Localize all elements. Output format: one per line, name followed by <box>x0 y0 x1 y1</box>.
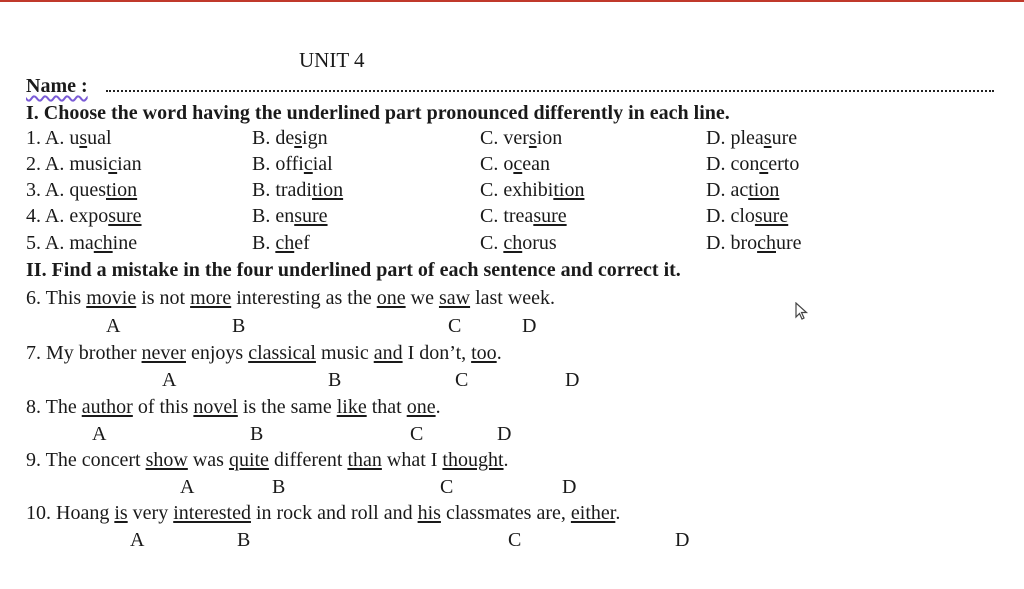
sentence-10-label-a: A <box>130 529 145 551</box>
option-4-d <box>706 205 788 228</box>
sentence-6 <box>26 287 555 310</box>
sentence-9-label-a: A <box>180 476 195 498</box>
sentence-text: that <box>366 396 407 418</box>
sentence-6-label-d: D <box>522 315 537 337</box>
underlined-part: classical <box>248 342 316 364</box>
underlined-part: ch <box>503 232 523 254</box>
underlined-part: tion <box>553 179 585 201</box>
sentence-10-label-c: C <box>508 529 522 551</box>
option-text: C. ver <box>480 127 529 149</box>
underlined-part: more <box>190 287 232 309</box>
option-text: D. ac <box>706 179 749 201</box>
option-text: B. de <box>252 127 295 149</box>
sentence-10-label-b: B <box>237 529 251 551</box>
sentence-text: of this <box>132 396 194 418</box>
underlined-part: sure <box>294 205 328 227</box>
sentence-7-label-b: B <box>328 369 342 391</box>
unit-title: UNIT 4 <box>299 48 365 72</box>
sentence-text: music <box>315 342 374 364</box>
underlined-part: sure <box>533 205 567 227</box>
sentence-text: . <box>503 449 509 471</box>
section1-heading: I. Choose the word having the underlined part pronounced differently in each line. <box>26 102 730 124</box>
option-text: C. trea <box>480 205 534 227</box>
sentence-text: classmates are, <box>440 502 571 524</box>
option-text: C. o <box>480 153 514 175</box>
sentence-text: 10. Hoang <box>26 502 115 524</box>
option-3-b <box>252 179 343 202</box>
sentence-9-label-d: D <box>562 476 577 498</box>
underlined-part: interested <box>173 502 251 524</box>
sentence-text: last week. <box>470 287 556 309</box>
underlined-part: novel <box>193 396 238 418</box>
option-text: 2. A. musi <box>26 153 109 175</box>
underlined-part: his <box>417 502 441 524</box>
option-text: ine <box>112 232 138 254</box>
underlined-part: one <box>376 287 406 309</box>
option-text: D. clo <box>706 205 755 227</box>
sentence-6-label-a: A <box>106 315 121 337</box>
sentence-6-label-b: B <box>232 315 246 337</box>
underlined-part: s <box>79 127 88 149</box>
option-2-c <box>480 153 550 176</box>
option-text: ean <box>522 153 550 175</box>
underlined-part: thought <box>442 449 504 471</box>
sentence-text: 7. My brother <box>26 342 142 364</box>
option-text: ef <box>294 232 310 254</box>
sentence-9-label-c: C <box>440 476 454 498</box>
option-text: B. en <box>252 205 295 227</box>
option-2-a <box>26 153 142 176</box>
sentence-8 <box>26 396 441 419</box>
underlined-part: and <box>373 342 403 364</box>
underlined-part: show <box>145 449 188 471</box>
option-text: erto <box>768 153 800 175</box>
option-1-d <box>706 127 797 150</box>
underlined-part: is <box>114 502 128 524</box>
underlined-part: sure <box>754 205 789 227</box>
mouse-cursor-icon <box>795 302 809 320</box>
underlined-part: s <box>294 127 303 149</box>
sentence-text: 8. The <box>26 396 82 418</box>
option-5-c <box>480 232 557 255</box>
option-2-b <box>252 153 333 176</box>
sentence-8-label-b: B <box>250 423 264 445</box>
option-2-d <box>706 153 799 176</box>
sentence-text: different <box>268 449 348 471</box>
option-text: orus <box>522 232 557 254</box>
sentence-6-label-c: C <box>448 315 462 337</box>
option-text: ual <box>87 127 112 149</box>
option-text: B. offi <box>252 153 304 175</box>
sentence-text: 9. The concert <box>26 449 146 471</box>
option-text: ial <box>312 153 333 175</box>
underlined-part: than <box>347 449 382 471</box>
option-text: C. exhibi <box>480 179 554 201</box>
sentence-text: was <box>187 449 229 471</box>
option-text: ign <box>302 127 328 149</box>
underlined-part: s <box>528 127 537 149</box>
sentence-text: in rock and roll and <box>250 502 418 524</box>
underlined-part: tion <box>748 179 780 201</box>
underlined-part: sure <box>108 205 142 227</box>
underlined-part: ch <box>757 232 776 254</box>
option-text: C. <box>480 232 504 254</box>
option-5-a <box>26 232 137 255</box>
underlined-part: ch <box>93 232 113 254</box>
option-5-b <box>252 232 310 255</box>
sentence-text: very <box>127 502 174 524</box>
option-3-d <box>706 179 779 202</box>
underlined-part: saw <box>438 287 471 309</box>
sentence-8-label-a: A <box>92 423 107 445</box>
sentence-text: what I <box>381 449 443 471</box>
option-4-a <box>26 205 142 228</box>
option-3-a <box>26 179 137 202</box>
underlined-part: ch <box>275 232 295 254</box>
underlined-part: too <box>471 342 497 364</box>
sentence-8-label-d: D <box>497 423 512 445</box>
option-text: ure <box>771 127 798 149</box>
sentence-text: is the same <box>237 396 337 418</box>
underlined-part: quite <box>228 449 269 471</box>
sentence-text: . <box>615 502 621 524</box>
sentence-10-label-d: D <box>675 529 690 551</box>
option-1-c <box>480 127 562 150</box>
underlined-part: c <box>108 153 118 175</box>
sentence-8-label-c: C <box>410 423 424 445</box>
option-text: B. tradi <box>252 179 312 201</box>
option-text: D. plea <box>706 127 764 149</box>
sentence-7 <box>26 342 502 365</box>
option-text: ian <box>117 153 142 175</box>
option-text: 1. A. u <box>26 127 80 149</box>
option-text: 5. A. ma <box>26 232 94 254</box>
option-3-c <box>480 179 584 202</box>
option-text: 3. A. ques <box>26 179 106 201</box>
sentence-9-label-b: B <box>272 476 286 498</box>
option-text: ure <box>776 232 802 254</box>
underlined-part: c <box>303 153 313 175</box>
sentence-7-label-a: A <box>162 369 177 391</box>
sentence-7-label-c: C <box>455 369 469 391</box>
underlined-part: author <box>81 396 133 418</box>
name-label: Name : <box>26 75 88 97</box>
underlined-part: tion <box>106 179 138 201</box>
option-text: D. bro <box>706 232 758 254</box>
underlined-part: like <box>336 396 367 418</box>
option-text: B. <box>252 232 276 254</box>
option-1-b <box>252 127 328 150</box>
option-4-c <box>480 205 567 228</box>
underlined-part: tion <box>312 179 344 201</box>
underlined-part: never <box>141 342 186 364</box>
name-dotted-line <box>106 90 994 92</box>
underlined-part: either <box>570 502 616 524</box>
sentence-text: we <box>405 287 439 309</box>
sentence-10 <box>26 502 620 525</box>
option-text: 4. A. expo <box>26 205 109 227</box>
option-5-d <box>706 232 802 255</box>
sentence-text: 6. This <box>26 287 87 309</box>
sentence-9 <box>26 449 509 472</box>
sentence-text: I don’t, <box>402 342 472 364</box>
sentence-7-label-d: D <box>565 369 580 391</box>
option-text: D. con <box>706 153 760 175</box>
sentence-text: . <box>496 342 502 364</box>
sentence-text: . <box>435 396 441 418</box>
underlined-part: movie <box>86 287 137 309</box>
option-1-a <box>26 127 112 150</box>
sentence-text: enjoys <box>185 342 249 364</box>
sentence-text: is not <box>136 287 191 309</box>
option-text: ion <box>536 127 563 149</box>
section2-heading: II. Find a mistake in the four underlined part of each sentence and correct it. <box>26 259 681 281</box>
underlined-part: one <box>406 396 436 418</box>
top-border-line <box>0 0 1024 2</box>
underlined-part: s <box>763 127 772 149</box>
underlined-part: c <box>759 153 769 175</box>
sentence-text: interesting as the <box>231 287 377 309</box>
underlined-part: c <box>513 153 523 175</box>
option-4-b <box>252 205 328 228</box>
name-field <box>26 75 88 98</box>
